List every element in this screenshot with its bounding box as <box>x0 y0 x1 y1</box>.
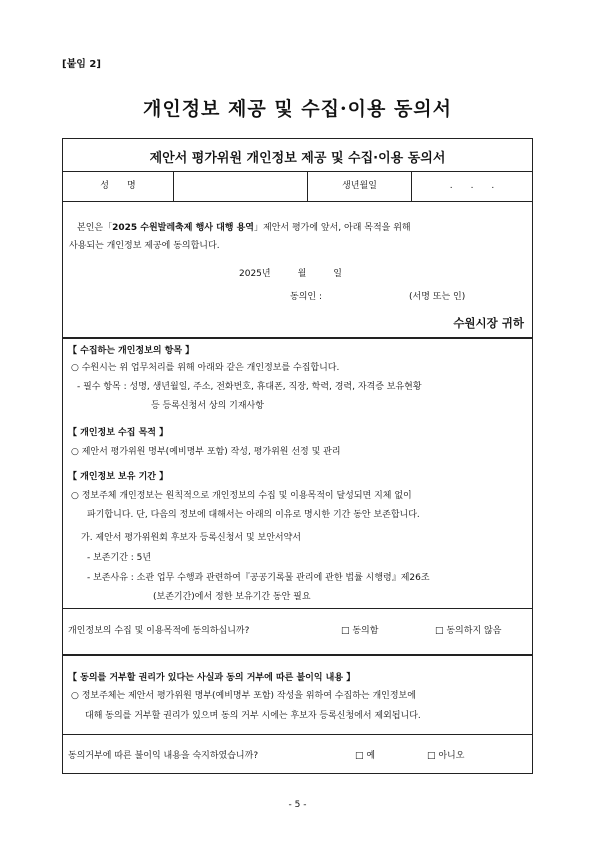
retention-line: - 보존사유 : 소관 업무 수행과 관련하여『공공기록물 관리에 관한 법률 시행령』제26조 <box>87 573 430 583</box>
project-name: 2025 수원발레축제 행사 대행 용역 <box>112 223 255 233</box>
items-line: - 필수 항목 : 성명, 생년월일, 주소, 전화번호, 휴대폰, 직장, 학력, 경력, 자격증 보유현황 <box>77 382 422 392</box>
retention-line: (보존기간)에서 정한 보유기간 동안 필요 <box>153 592 311 602</box>
yes-checkbox[interactable]: □ 예 <box>355 751 376 761</box>
consent-date: 2025년 월 일 <box>239 269 342 279</box>
signer-label: 동의인 : <box>290 292 322 302</box>
no-checkbox[interactable]: □ 아니오 <box>427 751 465 761</box>
acknowledge-question: 동의거부에 따른 불이익 내용을 숙지하였습니까? <box>68 751 259 761</box>
consent-rest: 」제안서 평가에 앞서, 아래 목적을 위해 <box>254 223 411 233</box>
name-field[interactable] <box>174 171 307 201</box>
retention-heading: 【 개인정보 보유 기간 】 <box>68 472 169 482</box>
birth-label: 생년월일 <box>342 181 377 191</box>
signature-note: (서명 또는 인) <box>409 292 466 302</box>
disagree-checkbox[interactable]: □ 동의하지 않음 <box>435 626 502 636</box>
consent-question: 개인정보의 수집 및 이용목적에 동의하십니까? <box>68 626 250 636</box>
divider <box>63 734 532 735</box>
refusal-heading: 【 동의를 거부할 권리가 있다는 사실과 동의 거부에 따른 불이익 내용 】 <box>68 673 356 683</box>
page-number: - 5 - <box>288 800 307 810</box>
divider <box>63 337 532 339</box>
attachment-label: [붙임 2] <box>62 59 101 70</box>
recipient: 수원시장 귀하 <box>453 316 524 330</box>
consent-statement <box>77 221 411 235</box>
items-line: 등 등록신청서 상의 기재사항 <box>151 401 264 411</box>
consent-statement-line2: 사용되는 개인정보 제공에 동의합니다. <box>69 241 220 251</box>
birth-field[interactable]: . . . <box>449 181 495 191</box>
consent-form <box>62 138 533 774</box>
name-label: 성 명 <box>100 181 136 191</box>
items-line: ○ 수원시는 위 업무처리를 위해 아래와 같은 개인정보를 수집합니다. <box>71 363 340 373</box>
refusal-line: ○ 정보주체는 제안서 평가위원 명부(예비명부 포함) 작성을 위하여 수집하는 개인정보에 <box>71 691 416 701</box>
form-title: 제안서 평가위원 개인정보 제공 및 수집·이용 동의서 <box>149 151 446 166</box>
retention-line: ○ 정보주체 개인정보는 원칙적으로 개인정보의 수집 및 이용목적이 달성되면 지체 없이 <box>71 491 412 501</box>
retention-line: 파기합니다. 단, 다음의 정보에 대해서는 아래의 이유로 명시한 기간 동안 보존합니다. <box>87 510 420 520</box>
purpose-heading: 【 개인정보 수집 목적 】 <box>68 428 169 438</box>
refusal-line: 대해 동의를 거부할 권리가 있으며 동의 거부 시에는 후보자 등록신청에서 제외됩니다. <box>85 711 421 721</box>
purpose-line: ○ 제안서 평가위원 명부(예비명부 포함) 작성, 평가위원 선정 및 관리 <box>71 447 341 457</box>
retention-line: - 보존기간 : 5년 <box>87 553 152 563</box>
divider <box>63 608 532 609</box>
divider <box>63 654 532 656</box>
items-heading: 【 수집하는 개인정보의 항목 】 <box>68 346 195 356</box>
retention-line: 가. 제안서 평가위원회 후보자 등록신청서 및 보안서약서 <box>81 533 301 543</box>
consent-prefix: 본인은「 <box>77 223 113 233</box>
divider <box>63 201 532 202</box>
agree-checkbox[interactable]: □ 동의함 <box>341 626 379 636</box>
document-title: 개인정보 제공 및 수집·이용 동의서 <box>142 98 453 120</box>
